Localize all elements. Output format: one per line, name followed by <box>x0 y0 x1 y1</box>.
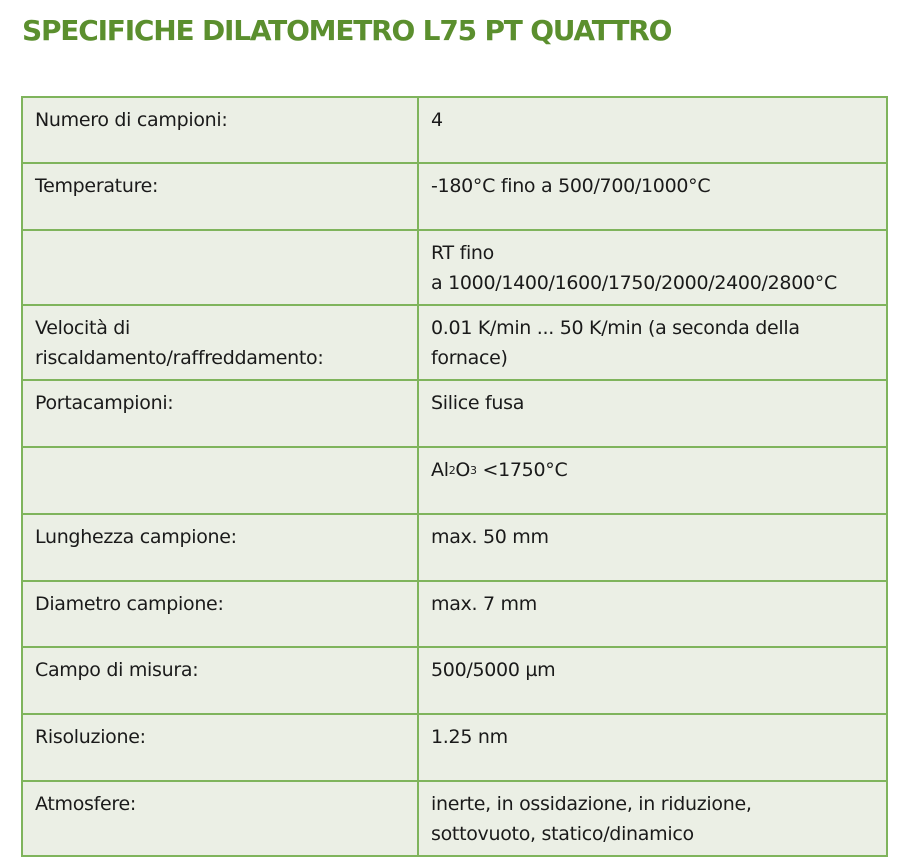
table-row <box>22 581 887 647</box>
value-text: fornace) <box>431 347 508 369</box>
value-text: 4 <box>431 109 443 131</box>
spec-label <box>22 647 418 714</box>
table-row <box>22 305 887 380</box>
spec-value <box>418 230 887 305</box>
value-text: inerte, in ossidazione, in riduzione, <box>431 793 752 815</box>
spec-label <box>22 514 418 581</box>
spec-value <box>418 305 887 380</box>
spec-value <box>418 97 887 163</box>
label-text: Portacampioni: <box>35 392 174 414</box>
label-text: riscaldamento/raffreddamento: <box>35 347 324 369</box>
label-text: Lunghezza campione: <box>35 526 237 548</box>
label-text: Velocità di <box>35 317 131 339</box>
page-title: SPECIFICHE DILATOMETRO L75 PT QUATTRO <box>22 14 672 47</box>
spec-label <box>22 230 418 305</box>
value-text: 0.01 K/min ... 50 K/min (a seconda della <box>431 317 800 339</box>
value-text: RT fino <box>431 242 494 264</box>
value-text: a 1000/1400/1600/1750/2000/2400/2800°C <box>431 272 837 294</box>
spec-label <box>22 581 418 647</box>
table-row <box>22 163 887 230</box>
spec-label <box>22 781 418 856</box>
spec-label <box>22 714 418 781</box>
table-row <box>22 97 887 163</box>
spec-value <box>418 714 887 781</box>
spec-value <box>418 647 887 714</box>
spec-label <box>22 380 418 447</box>
value-text: Silice fusa <box>431 392 525 414</box>
value-text: max. 7 mm <box>431 593 537 615</box>
spec-value <box>418 514 887 581</box>
table-row <box>22 781 887 856</box>
value-text: 1.25 nm <box>431 726 508 748</box>
label-text: Atmosfere: <box>35 793 137 815</box>
spec-value <box>418 163 887 230</box>
value-text: 500/5000 µm <box>431 659 556 681</box>
label-text: Temperature: <box>35 175 159 197</box>
table-row <box>22 714 887 781</box>
spec-value <box>418 781 887 856</box>
table-row <box>22 447 887 514</box>
value-text: sottovuoto, statico/dinamico <box>431 823 694 845</box>
label-text: Diametro campione: <box>35 593 224 615</box>
table-row <box>22 230 887 305</box>
value-text: -180°C fino a 500/700/1000°C <box>431 175 711 197</box>
label-text: Campo di misura: <box>35 659 199 681</box>
spec-value <box>418 581 887 647</box>
specifications-table <box>21 96 888 857</box>
table-row <box>22 647 887 714</box>
spec-label <box>22 163 418 230</box>
value-text: max. 50 mm <box>431 526 549 548</box>
spec-label <box>22 97 418 163</box>
label-text: Numero di campioni: <box>35 109 228 131</box>
spec-label <box>22 447 418 514</box>
spec-value <box>418 447 887 514</box>
chemical-formula: $Al_2O_3 <1750^\circ C$ <box>431 459 568 481</box>
table-row <box>22 514 887 581</box>
spec-value <box>418 380 887 447</box>
label-text: Risoluzione: <box>35 726 146 748</box>
spec-label <box>22 305 418 380</box>
table-row <box>22 380 887 447</box>
